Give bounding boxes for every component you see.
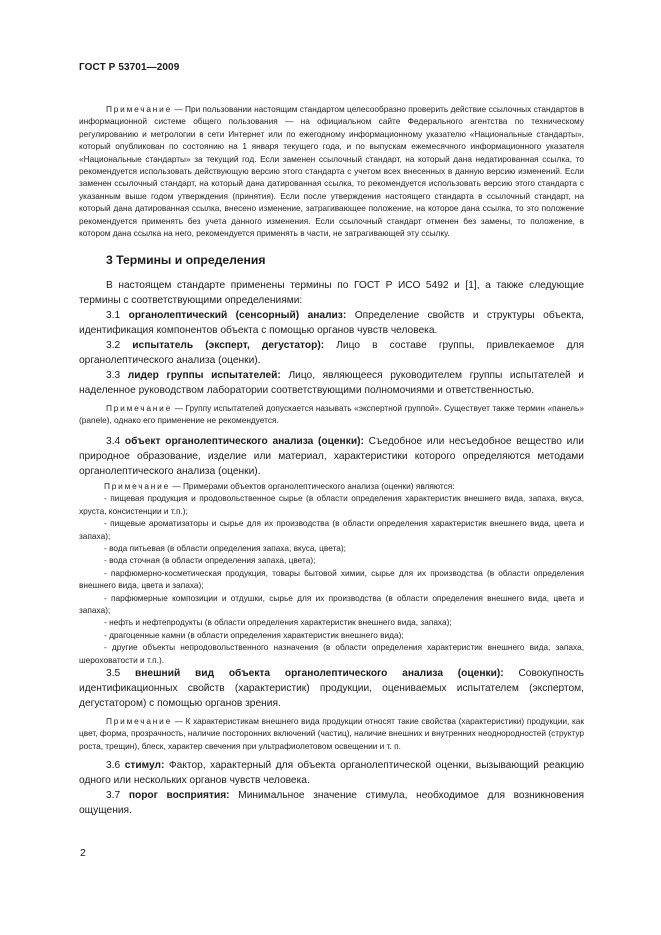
term-definition: Лицо, являющееся руководителем группы испытателей и наделенное руководством лаборатории соответствующими полномочиями и ответственностью. (79, 370, 584, 397)
list-item: - парфюмерно-косметическая продукция, товары бытовой химии, сырье для их производства (в области определения внешнего вида, цвета и запаха); (79, 567, 584, 591)
list-item: - драгоценные камни (в области определения характеристик внешнего вида); (104, 629, 404, 640)
term-number: 3.2 (106, 340, 121, 351)
note-3-4 (79, 480, 584, 666)
note-3-5 (79, 715, 584, 752)
term-3-5 (79, 666, 584, 712)
note-3-4-intro (79, 480, 584, 492)
section-intro: В настоящем стандарте применены термины по ГОСТ Р ИСО 5492 и [1], а также следующие термины с соответствующими определениями: (79, 280, 584, 307)
term-name: органолептический (сенсорный) анализ: (128, 310, 347, 321)
standard-header: ГОСТ Р 53701—2009 (79, 62, 180, 73)
list-item: - другие объекты непродовольственного назначения (в области определения характеристик внешнего вида, запаха, шероховатости и т.п.). (79, 642, 584, 665)
term-3-6 (79, 758, 584, 788)
term-number: 3.3 (106, 370, 121, 381)
note-text: — При пользовании настоящим стандартом целесообразно проверить действие ссылочных стандартов в информационной системе общего пользования — на официальном сайте Федерального агентства по техническому регулированию и метрологии в сети Интернет или по ежегодному информационному указателю «Национальные стандарты», который опубликован по состоянию на 1 января текущего года, и по выпускам ежемесячного информационного указателя «Национальные стандарты» за текущий год. Если заменен ссылочный стандарт, на который дана недатированная ссылка, то рекомендуется использовать действующую версию этого стандарта с учетом всех внесенных в данную версию изменений. Если заменен ссылочный стандарт, на который дана датированная ссылка, то рекомендуется использовать версию этого стандарта с указанным выше годом утверждения (принятия). Если после утверждения настоящего стандарта в ссылочный стандарт, на который дана датированная ссылка, внесено изменение, затрагивающее положение, на которое дана ссылка, то это положение рекомендуется применять без учета данного изменения. Если ссылочный стандарт отменен без замены, то положение, в котором дана ссылка на него, рекомендуется применять в части, не затрагивающей эту ссылку. (79, 104, 584, 239)
term-name: внешний вид объекта органолептического анализа (оценки): (134, 668, 504, 679)
term-3-4 (79, 434, 584, 480)
note-3-3 (79, 402, 584, 427)
list-item: - вода сточная (в области определения запаха, цвета); (104, 555, 316, 566)
note-label: Примечание (106, 403, 173, 413)
list-item: - пищевая продукция и продовольственное сырье (в области определения характеристик внешнего вида, запаха, вкуса, хруста, консистенции и т.п.); (79, 493, 584, 516)
term-name: лидер группы испытателей: (127, 370, 281, 381)
term-name: порог восприятия: (128, 790, 230, 801)
list-item: - вода питьевая (в области определения запаха, вкуса, цвета); (104, 543, 346, 554)
list-item: - парфюмерные композиции и отдушки, сырье для их производства (в области определения внешнего вида, цвета и запаха); (79, 592, 584, 616)
term-definition: Фактор, характерный для объекта органолептической оценки, вызывающий реакцию одного или нескольких органов чувств человека. (79, 760, 584, 787)
term-number: 3.6 (106, 760, 121, 771)
note-label: Примечание (104, 481, 171, 491)
note-text: — Группу испытателей допускается называть «экспертной группой». Существует также термин «панель» (panele), однако его применение не рекомендуется. (79, 403, 584, 426)
term-definition: Определение свойств и структуры объекта, идентификация компонентов объекта с помощью органов чувств человека. (79, 310, 584, 337)
term-definition: Съедобное или несъедобное вещество или природное образование, изделие или материал, характеристики которого определяются методами органолептического анализа (оценки). (79, 436, 585, 478)
list-item: - нефть и нефтепродукты (в области определения характеристик внешнего вида, запаха); (104, 617, 452, 628)
term-3-1 (79, 308, 584, 338)
list-item: - пищевые ароматизаторы и сырье для их производства (в области определения характеристик внешнего вида, цвета и запаха); (79, 518, 584, 541)
term-number: 3.4 (106, 436, 121, 447)
term-3-3 (79, 368, 584, 398)
term-3-7 (79, 788, 584, 818)
term-number: 3.1 (106, 310, 121, 321)
note-text: — Примерами объектов органолептического анализа (оценки) являются: (172, 481, 455, 491)
term-name: стимул: (124, 760, 165, 771)
section-title: 3 Термины и определения (106, 253, 266, 267)
term-number: 3.7 (106, 790, 121, 801)
term-3-2 (79, 338, 584, 368)
term-number: 3.5 (106, 668, 121, 679)
note-label: Примечание (106, 716, 173, 726)
note-label: Примечание (106, 104, 173, 114)
term-definition: Совокупность идентификационных свойств (характеристик) продукции, оцениваемых испытателем (экспертом, дегустатором) с помощью органов зрения. (79, 668, 584, 710)
term-definition: Минимальное значение стимула, необходимое для возникновения ощущения. (79, 790, 584, 817)
term-name: объект органолептического анализа (оценки): (124, 436, 364, 447)
term-name: испытатель (эксперт, дегустатор): (132, 340, 325, 351)
note-intro (79, 103, 584, 239)
term-definition: Лицо в составе группы, привлекаемое для органолептического анализа (оценки). (79, 340, 584, 367)
note-text: — К характеристикам внешнего вида продукции относят такие свойства (характеристики) продукции, как цвет, форма, прозрачность, наличие посторонних включений (частиц), наличие внешних и внутренних неоднородностей (структур роста, трещин), блеск, характер свечения при ультрафиолетовом освещении и т. п. (79, 716, 585, 751)
page-number: 2 (80, 847, 86, 859)
